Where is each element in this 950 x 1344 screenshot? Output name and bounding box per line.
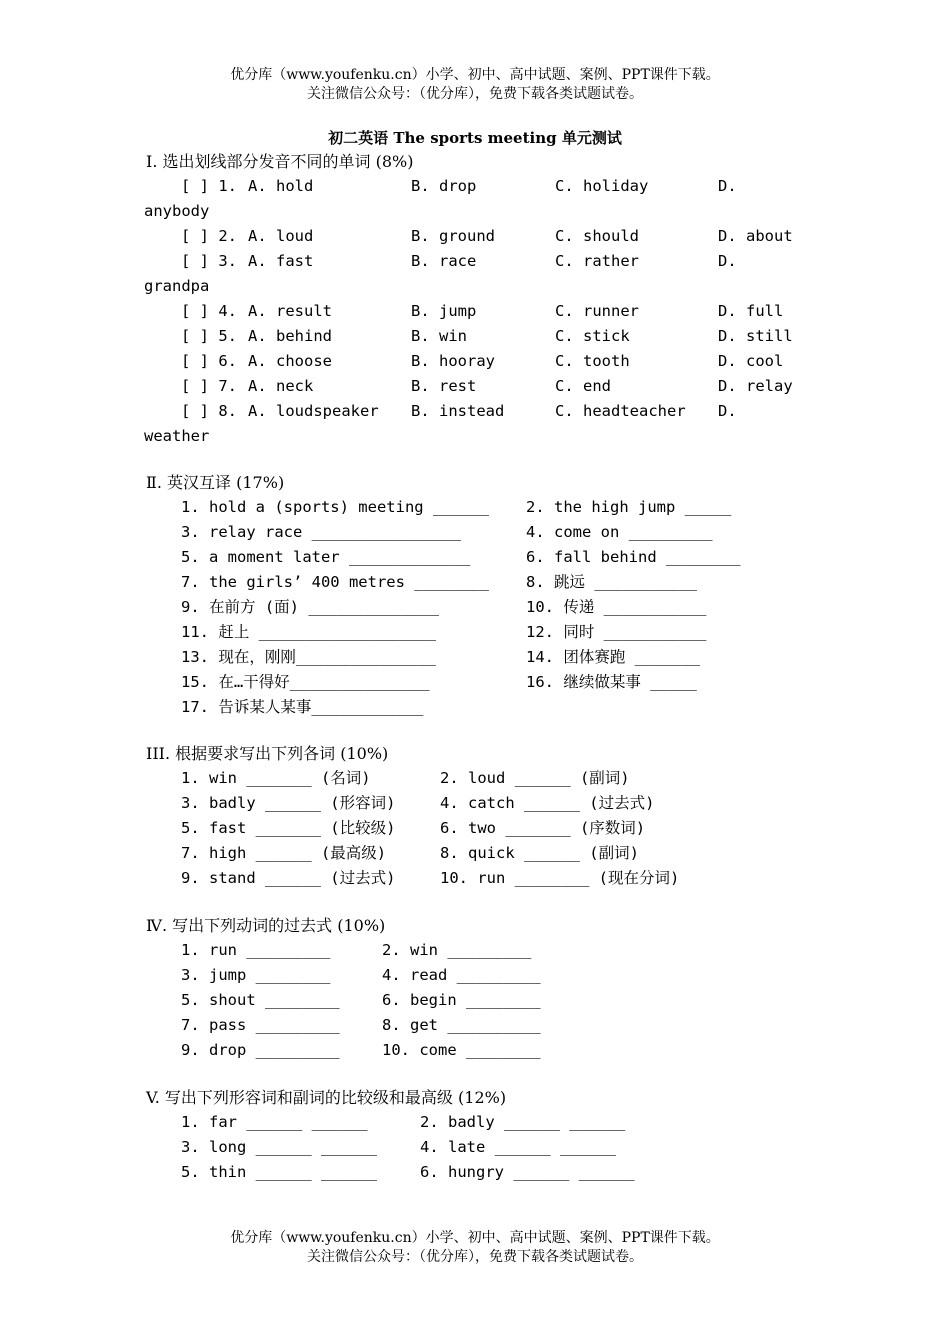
question-number: [ ] 7. <box>181 377 237 395</box>
item-right: 4. read _________ <box>382 966 541 984</box>
question-number: [ ] 6. <box>181 352 237 370</box>
option-a: A. hold <box>248 177 314 195</box>
item-right: 4. catch ______ (过去式) <box>440 794 655 812</box>
item-right: 2. loud ______ (副词) <box>440 769 630 787</box>
section-2-heading: Ⅱ. 英汉互译 (17%) <box>146 473 285 492</box>
item-right: 8. 跳远 ___________ <box>526 573 697 591</box>
item-right: 6. fall behind ________ <box>526 548 741 566</box>
option-b: B. drop <box>411 177 477 195</box>
question-number: [ ] 5. <box>181 327 237 345</box>
item-left: 11. 赶上 ___________________ <box>181 623 436 641</box>
item-left: 5. fast _______ (比较级) <box>181 819 396 837</box>
question-number: [ ] 1. <box>181 177 237 195</box>
item-left: 1. win _______ (名词) <box>181 769 371 787</box>
option-c: C. runner <box>555 302 639 320</box>
item-left: 9. 在前方 (面) ______________ <box>181 598 439 616</box>
item-right: 8. quick ______ (副词) <box>440 844 639 862</box>
item-right: 16. 继续做某事 _____ <box>526 673 697 691</box>
header-line-1: 优分库（www.youfenku.cn）小学、初中、高中试题、案例、PPT课件下载。 <box>230 67 720 83</box>
item-left: 9. drop _________ <box>181 1041 340 1059</box>
section-4-heading: Ⅳ. 写出下列动词的过去式 (10%) <box>146 916 386 935</box>
item-right: 4. come on _________ <box>526 523 713 541</box>
item-right: 6. begin ________ <box>382 991 541 1009</box>
option-c: C. tooth <box>555 352 630 370</box>
option-b: B. win <box>411 327 467 345</box>
option-d: D. relay <box>718 377 793 395</box>
item-left: 1. run _________ <box>181 941 331 959</box>
item-left: 9. stand ______ (过去式) <box>181 869 396 887</box>
item-left: 7. high ______ (最高级) <box>181 844 387 862</box>
question-number: [ ] 3. <box>181 252 237 270</box>
option-c: C. holiday <box>555 177 649 195</box>
item-right: 4. late ______ ______ <box>420 1138 616 1156</box>
item-right: 2. the high jump _____ <box>526 498 732 516</box>
option-a: A. neck <box>248 377 314 395</box>
item-left: 3. badly ______ (形容词) <box>181 794 396 812</box>
option-a: A. loud <box>248 227 314 245</box>
option-d: D. about <box>718 227 793 245</box>
footer-line-2: 关注微信公众号：（优分库），免费下载各类试题试卷。 <box>307 1249 643 1265</box>
option-c: C. rather <box>555 252 639 270</box>
item-left: 5. thin ______ ______ <box>181 1163 377 1181</box>
item-right: 10. 传递 ___________ <box>526 598 707 616</box>
option-d-wrapped: weather <box>144 427 210 445</box>
page-title: 初二英语 The sports meeting 单元测试 <box>328 129 622 147</box>
item-left: 15. 在…干得好_______________ <box>181 673 430 691</box>
option-b: B. hooray <box>411 352 495 370</box>
item-right: 2. badly ______ ______ <box>420 1113 626 1131</box>
option-a: A. result <box>248 302 332 320</box>
item-left: 3. relay race ________________ <box>181 523 461 541</box>
item-right: 12. 同时 ___________ <box>526 623 707 641</box>
question-number: [ ] 8. <box>181 402 237 420</box>
footer-line-1: 优分库（www.youfenku.cn）小学、初中、高中试题、案例、PPT课件下载。 <box>230 1230 720 1246</box>
section-3-heading: III. 根据要求写出下列各词 (10%) <box>146 744 389 763</box>
option-a: A. fast <box>248 252 314 270</box>
option-b: B. ground <box>411 227 495 245</box>
question-number: [ ] 2. <box>181 227 237 245</box>
option-b: B. race <box>411 252 477 270</box>
item-right: 10. come ________ <box>382 1041 541 1059</box>
item-left: 7. the girls’ 400 metres ________ <box>181 573 489 591</box>
option-a: A. behind <box>248 327 332 345</box>
option-d: D. full <box>718 302 784 320</box>
option-b: B. rest <box>411 377 477 395</box>
item-left: 7. pass _________ <box>181 1016 340 1034</box>
option-a: A. loudspeaker <box>248 402 379 420</box>
item-left: 1. hold a (sports) meeting ______ <box>181 498 489 516</box>
item-left: 5. a moment later _____________ <box>181 548 471 566</box>
option-d: D. <box>718 252 737 270</box>
item-right: 6. hungry ______ ______ <box>420 1163 635 1181</box>
item-left: 5. shout ________ <box>181 991 340 1009</box>
item-left: 3. jump ________ <box>181 966 331 984</box>
option-d: D. <box>718 402 737 420</box>
option-b: B. jump <box>411 302 477 320</box>
option-d-wrapped: grandpa <box>144 277 210 295</box>
item-left: 1. far ______ ______ <box>181 1113 368 1131</box>
option-d: D. still <box>718 327 793 345</box>
option-d-wrapped: anybody <box>144 202 210 220</box>
item-right: 14. 团体赛跑 _______ <box>526 648 700 666</box>
item-left: 3. long ______ ______ <box>181 1138 377 1156</box>
option-c: C. headteacher <box>555 402 686 420</box>
option-c: C. stick <box>555 327 630 345</box>
option-d: D. cool <box>718 352 784 370</box>
section-1-heading: Ⅰ. 选出划线部分发音不同的单词 (8%) <box>146 152 414 171</box>
item-right: 2. win _________ <box>382 941 532 959</box>
option-a: A. choose <box>248 352 332 370</box>
item-left: 13. 现在，刚刚_______________ <box>181 648 436 666</box>
option-c: C. should <box>555 227 639 245</box>
header-line-2: 关注微信公众号：（优分库），免费下载各类试题试卷。 <box>307 86 643 102</box>
item-left: 17. 告诉某人某事____________ <box>181 698 424 716</box>
item-right: 6. two _______ (序数词) <box>440 819 646 837</box>
section-5-heading: V. 写出下列形容词和副词的比较级和最高级 (12%) <box>146 1088 507 1107</box>
option-b: B. instead <box>411 402 505 420</box>
item-right: 10. run ________ (现在分词) <box>440 869 680 887</box>
option-c: C. end <box>555 377 611 395</box>
item-right: 8. get __________ <box>382 1016 541 1034</box>
question-number: [ ] 4. <box>181 302 237 320</box>
option-d: D. <box>718 177 737 195</box>
